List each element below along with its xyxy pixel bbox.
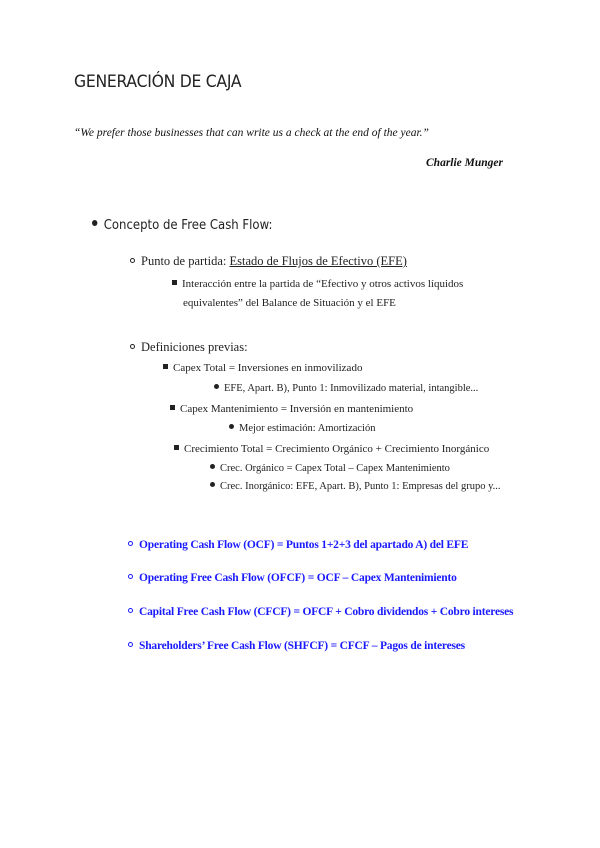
starting-point-sub	[172, 278, 463, 290]
formula-ocf	[128, 539, 468, 551]
crec-inorganico-text: Crec. Inorgánico: EFE, Apart. B), Punto 1: Empresas del grupo y...	[220, 481, 501, 492]
starting-point-prefix: Punto de partida:	[141, 254, 230, 268]
formula-shfcf-text: Shareholders’ Free Cash Flow (SHFCF) = CFCF – Pagos de intereses	[139, 640, 465, 652]
circle-bullet-icon	[130, 258, 135, 263]
quote: “We prefer those businesses that can write us a check at the end of the year.”	[74, 127, 429, 139]
capex-total-text: Capex Total = Inversiones en inmovilizado	[173, 362, 363, 374]
formula-ofcf	[128, 572, 457, 584]
crecimiento	[174, 443, 489, 455]
quote-author: Charlie Munger	[426, 157, 504, 169]
definitions-text: Definiciones previas:	[141, 340, 248, 354]
crecimiento-text: Crecimiento Total = Crecimiento Orgánico + Crecimiento Inorgánico	[184, 443, 490, 455]
sub-line-2: equivalentes” del Balance de Situación y el EFE	[183, 297, 396, 309]
formula-ocf-text: Operating Cash Flow (OCF) = Puntos 1+2+3 del apartado A) del EFE	[139, 539, 469, 551]
efe-link[interactable]: Estado de Flujos de Efectivo (EFE)	[229, 254, 407, 268]
page-title: GENERACIÓN DE CAJA	[74, 72, 242, 92]
formula-shfcf	[128, 640, 465, 652]
section-heading	[92, 218, 272, 233]
capex-total-sub-text: EFE, Apart. B), Punto 1: Inmovilizado material, intangible...	[224, 383, 479, 394]
circle-bullet-icon	[130, 344, 135, 349]
dot-bullet-icon	[210, 464, 215, 469]
crec-organico-text: Crec. Orgánico = Capex Total – Capex Mantenimiento	[220, 463, 450, 474]
square-bullet-icon	[163, 364, 168, 369]
square-bullet-icon	[174, 445, 179, 450]
circle-bullet-icon	[128, 642, 133, 647]
formula-cfcf	[128, 606, 513, 618]
formula-ofcf-text: Operating Free Cash Flow (OFCF) = OCF – Capex Mantenimiento	[139, 572, 457, 584]
capex-mant-text: Capex Mantenimiento = Inversión en mantenimiento	[180, 403, 414, 415]
capex-mant	[170, 403, 413, 415]
crec-organico	[210, 463, 450, 474]
square-bullet-icon	[170, 405, 175, 410]
circle-bullet-icon	[128, 608, 133, 613]
section-heading-text: Concepto de Free Cash Flow:	[103, 218, 273, 233]
circle-bullet-icon	[128, 541, 133, 546]
sub-line-1: Interacción entre la partida de “Efectivo y otros activos líquidos	[182, 278, 464, 290]
capex-total	[163, 362, 362, 374]
bullet-icon	[92, 220, 97, 226]
formula-cfcf-text: Capital Free Cash Flow (CFCF) = OFCF + Cobro dividendos + Cobro intereses	[139, 606, 514, 618]
capex-mant-sub	[229, 423, 375, 434]
crec-inorganico	[210, 481, 501, 492]
starting-point	[130, 254, 407, 269]
dot-bullet-icon	[214, 384, 219, 389]
circle-bullet-icon	[128, 574, 133, 579]
dot-bullet-icon	[229, 424, 234, 429]
dot-bullet-icon	[210, 482, 215, 487]
capex-mant-sub-text: Mejor estimación: Amortización	[239, 423, 376, 434]
capex-total-sub	[214, 383, 478, 394]
square-bullet-icon	[172, 280, 177, 285]
definitions-label	[130, 340, 248, 355]
